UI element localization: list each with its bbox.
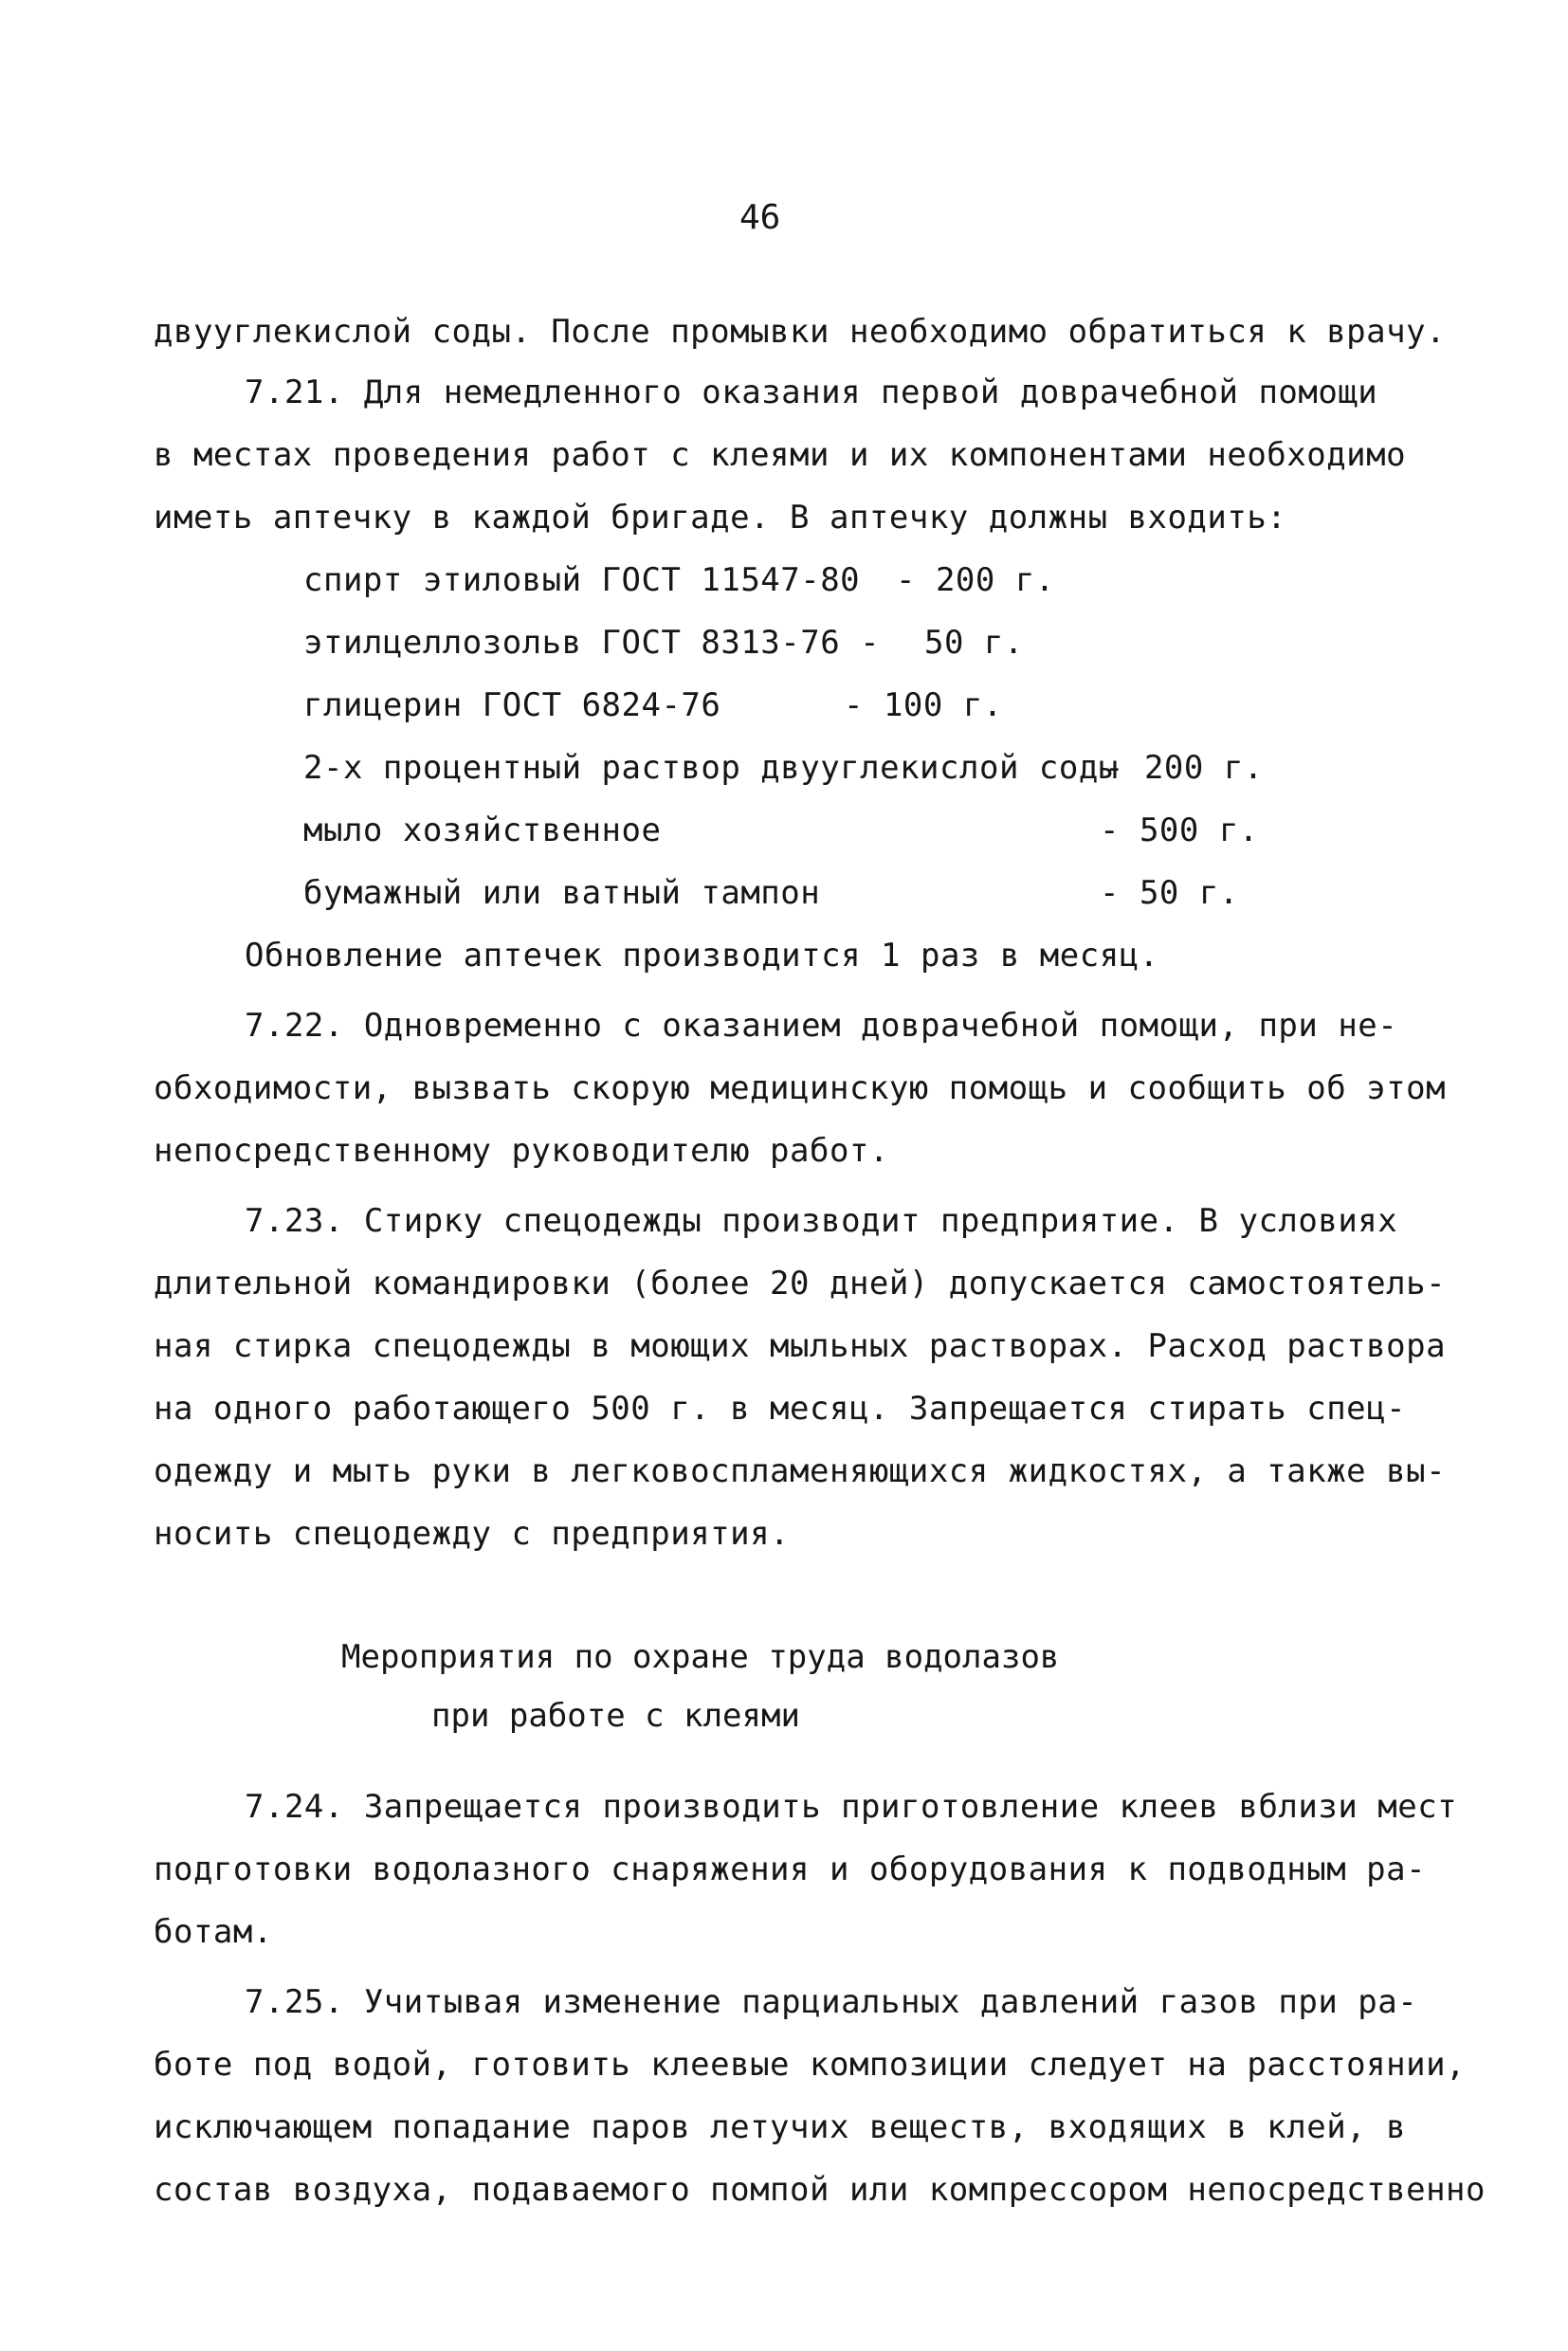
heading-line: при работе с клеями — [431, 1697, 800, 1735]
list-item — [303, 686, 1003, 724]
paragraph-line: исключающем попадание паров летучих веществ, входящих в клей, в — [154, 2108, 1407, 2146]
paragraph-line: длительной командировки (более 20 дней) допускается самостоятель- — [154, 1265, 1447, 1303]
list-item — [303, 749, 1264, 787]
paragraph-line: обходимости, вызвать скорую медицинскую помощь и сообщить об этом — [154, 1069, 1447, 1107]
list-item — [303, 561, 1055, 599]
item-name: бумажный или ватный тампон — [303, 874, 821, 912]
item-amount: - 200 г. — [896, 561, 1055, 599]
paragraph-line: одежду и мыть руки в легковоспламеняющихся жидкостях, а также вы- — [154, 1452, 1447, 1490]
paragraph-line: ная стирка спецодежды в моющих мыльных растворах. Расход раствора — [154, 1327, 1447, 1365]
item-name: мыло хозяйственное — [303, 811, 662, 849]
paragraph-line: Обновление аптечек производится 1 раз в месяц. — [245, 937, 1159, 975]
paragraph-line: подготовки водолазного снаряжения и оборудования к подводным ра- — [154, 1850, 1427, 1888]
intro-line: двууглекислой соды. После промывки необходимо обратиться к врачу. — [154, 313, 1447, 351]
item-amount: 50 г. — [924, 624, 1024, 662]
item-name: этилцеллозольв ГОСТ 8313-76 - — [303, 624, 881, 662]
item-amount: - 200 г. — [1104, 749, 1264, 787]
item-name: 2-х процентный раствор двууглекислой соды — [303, 749, 1119, 787]
paragraph-line: 7.22. Одновременно с оказанием доврачебной помощи, при не- — [245, 1007, 1398, 1045]
item-amount: - 100 г. — [844, 686, 1003, 724]
item-name: глицерин ГОСТ 6824-76 — [303, 686, 721, 724]
paragraph-line: иметь аптечку в каждой бригаде. В аптечку должны входить: — [154, 499, 1287, 537]
heading-line: Мероприятия по охране труда водолазов — [341, 1638, 1060, 1676]
paragraph-line: состав воздуха, подаваемого помпой или компрессором непосредственно — [154, 2171, 1486, 2209]
paragraph-line: 7.25. Учитывая изменение парциальных давлений газов при ра- — [245, 1983, 1418, 2021]
item-amount: - 50 г. — [1100, 874, 1239, 912]
page-number: 46 — [739, 198, 781, 237]
paragraph-line: 7.24. Запрещается производить приготовление клеев вблизи мест — [245, 1788, 1458, 1826]
paragraph-line: 7.21. Для немедленного оказания первой доврачебной помощи — [245, 374, 1378, 411]
item-name: спирт этиловый ГОСТ 11547-80 — [303, 561, 861, 599]
paragraph-line: носить спецодежду с предприятия. — [154, 1515, 791, 1553]
paragraph-line: ботам. — [154, 1913, 273, 1951]
list-item — [303, 811, 1259, 849]
item-amount: - 500 г. — [1100, 811, 1259, 849]
paragraph-line: 7.23. Стирку спецодежды производит предприятие. В условиях — [245, 1202, 1398, 1240]
paragraph-line: боте под водой, готовить клеевые композиции следует на расстоянии, — [154, 2046, 1467, 2084]
paragraph-line: в местах проведения работ с клеями и их компонентами необходимо — [154, 436, 1407, 474]
list-item — [303, 624, 1024, 662]
paragraph-line: непосредственному руководителю работ. — [154, 1132, 889, 1170]
list-item — [303, 874, 1239, 912]
paragraph-line: на одного работающего 500 г. в месяц. Запрещается стирать спец- — [154, 1390, 1407, 1428]
